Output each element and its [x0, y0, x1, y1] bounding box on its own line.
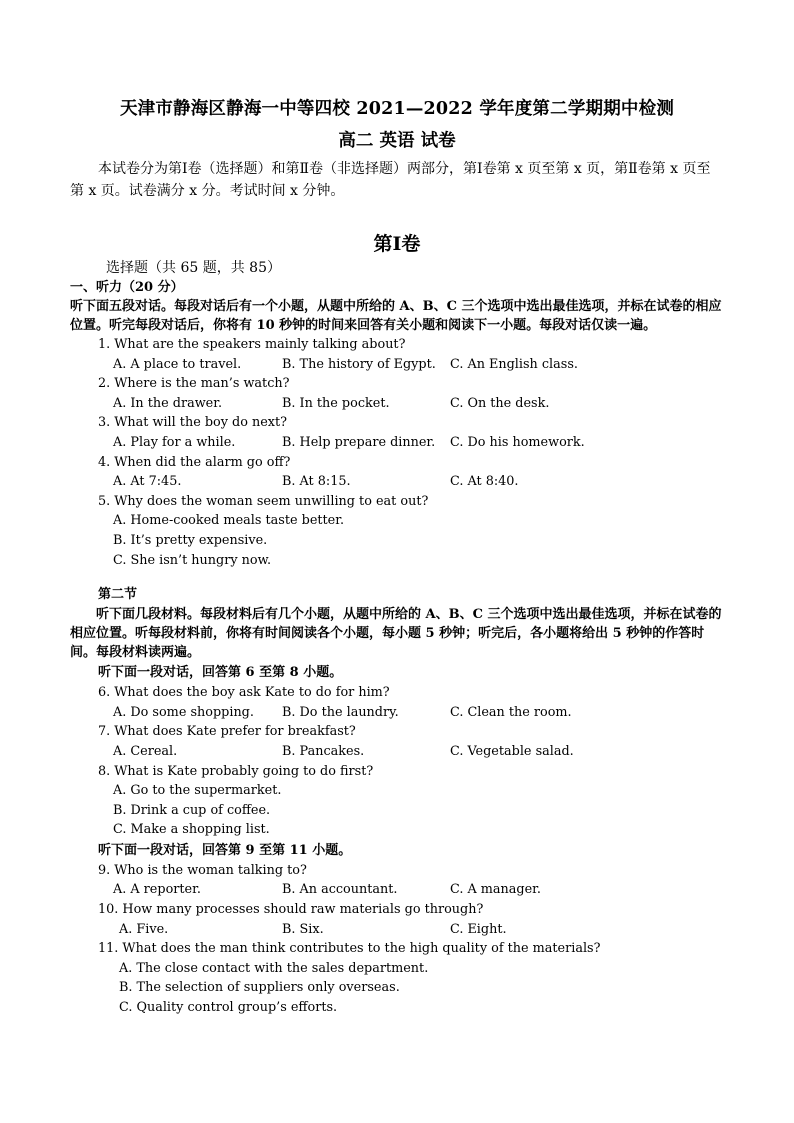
option-a: A. Play for a while. — [113, 434, 236, 450]
dialog1-question-list — [70, 683, 724, 840]
dialog2-note: 听下面一段对话，回答第 9 至第 11 小题。 — [98, 842, 352, 858]
question-options — [113, 433, 724, 453]
option-b: B. The history of Egypt. — [282, 356, 436, 372]
question-options — [113, 472, 724, 492]
option-b: B. Help prepare dinner. — [282, 434, 436, 450]
option-c: C. Clean the room. — [450, 704, 572, 720]
listening-heading: 一、听力（20 分） — [70, 280, 184, 295]
option-c: C. Vegetable salad. — [450, 743, 574, 759]
option-c: C. On the desk. — [450, 395, 550, 411]
option-c: C. Do his homework. — [450, 434, 585, 450]
section2-heading: 第二节 — [98, 587, 138, 603]
question-block — [70, 374, 724, 413]
option-b: B. At 8:15. — [282, 474, 351, 490]
dialog1-note: 听下面一段对话，回答第 6 至第 8 小题。 — [98, 665, 343, 681]
question-block — [70, 492, 724, 570]
question-options — [113, 742, 724, 762]
question-block — [70, 335, 724, 374]
option-c: C. An English class. — [450, 356, 578, 372]
option-b: B. It’s pretty expensive. — [113, 532, 268, 548]
option-b: B. Six. — [282, 921, 324, 937]
option-b: B. In the pocket. — [282, 395, 390, 411]
dialog2-question-list — [70, 861, 724, 1018]
question-options — [119, 920, 724, 940]
option-b: B. An accountant. — [282, 882, 398, 898]
option-a: A. The close contact with the sales department. — [119, 960, 429, 976]
option-b: B. The selection of suppliers only overseas. — [119, 980, 400, 996]
option-a: A. Cereal. — [113, 743, 178, 759]
option-a: A. A place to travel. — [113, 356, 242, 372]
question-stem: 5. Why does the woman seem unwilling to eat out? — [98, 493, 429, 509]
option-c: C. Quality control group’s efforts. — [119, 1000, 338, 1016]
section1-question-list — [70, 335, 724, 570]
option-c: C. Make a shopping list. — [113, 822, 270, 838]
option-a: A. A reporter. — [113, 882, 201, 898]
option-a: A. Home-cooked meals taste better. — [113, 513, 345, 529]
exam-title: 天津市静海区静海一中等四校 2021—2022 学年度第二学期期中检测 — [119, 99, 675, 119]
exam-subtitle: 高二 英语 试卷 — [338, 131, 456, 151]
question-block — [70, 939, 724, 1017]
section2-directions: 听下面几段材料。每段材料后有几个小题，从题中所给的 A、B、C 三个选项中选出最佳选项，并标在试卷的相应位置。听每段材料前，你将有时间阅读各个小题，每小题 5 秒钟；听完后，各小题将给出 5 秒钟的作答时间。每段材料读两遍。 — [70, 607, 722, 661]
question-block — [70, 861, 724, 900]
question-options — [113, 703, 724, 723]
question-block — [70, 762, 724, 840]
option-a: A. Go to the supermarket. — [113, 783, 282, 799]
option-a: A. Do some shopping. — [113, 704, 254, 720]
choice-section-line: 选择题（共 65 题，共 85） — [106, 260, 281, 276]
option-a: A. In the drawer. — [113, 395, 223, 411]
question-stem: 4. When did the alarm go off? — [98, 454, 291, 470]
section1-directions: 听下面五段对话。每段对话后有一个小题，从题中所给的 A、B、C 三个选项中选出最佳选项，并标在试卷的相应位置。听完每段对话后，你将有 10 秒钟的时间来回答有关小题和阅读下一小题。每段对话仅读一遍。 — [70, 299, 722, 333]
option-c: C. She isn’t hungry now. — [113, 552, 272, 568]
question-block — [70, 683, 724, 722]
question-stem: 7. What does Kate prefer for breakfast? — [98, 724, 356, 740]
question-stem: 1. What are the speakers mainly talking about? — [98, 337, 406, 352]
option-a: A. At 7:45. — [113, 474, 182, 490]
question-options — [113, 880, 724, 900]
option-c: C. At 8:40. — [450, 474, 519, 490]
option-b: B. Pancakes. — [282, 743, 365, 759]
question-stem: 11. What does the man think contributes to the high quality of the materials? — [98, 941, 601, 957]
option-b: B. Drink a cup of coffee. — [113, 802, 271, 818]
question-stem: 3. What will the boy do next? — [98, 415, 288, 431]
option-b: B. Do the laundry. — [282, 704, 399, 720]
option-c: C. Eight. — [450, 921, 507, 937]
question-block — [70, 722, 724, 761]
question-stem: 10. How many processes should raw materials go through? — [98, 902, 484, 918]
question-block — [70, 900, 724, 939]
question-block — [70, 453, 724, 492]
option-c: C. A manager. — [450, 882, 541, 898]
question-stem: 9. Who is the woman talking to? — [98, 862, 307, 878]
question-options — [113, 355, 724, 375]
exam-intro: 本试卷分为第Ⅰ卷（选择题）和第Ⅱ卷（非选择题）两部分，第Ⅰ卷第 x 页至第 x 页，第Ⅱ卷第 x 页至第 x 页。试卷满分 x 分。考试时间 x 分钟。 — [70, 161, 711, 199]
part-title: 第Ⅰ卷 — [373, 233, 421, 255]
question-stem: 8. What is Kate probably going to do first? — [98, 763, 374, 779]
question-block — [70, 413, 724, 452]
option-a: A. Five. — [119, 921, 169, 937]
question-options — [113, 394, 724, 414]
question-stem: 2. Where is the man’s watch? — [98, 376, 290, 392]
question-stem: 6. What does the boy ask Kate to do for him? — [98, 685, 390, 701]
